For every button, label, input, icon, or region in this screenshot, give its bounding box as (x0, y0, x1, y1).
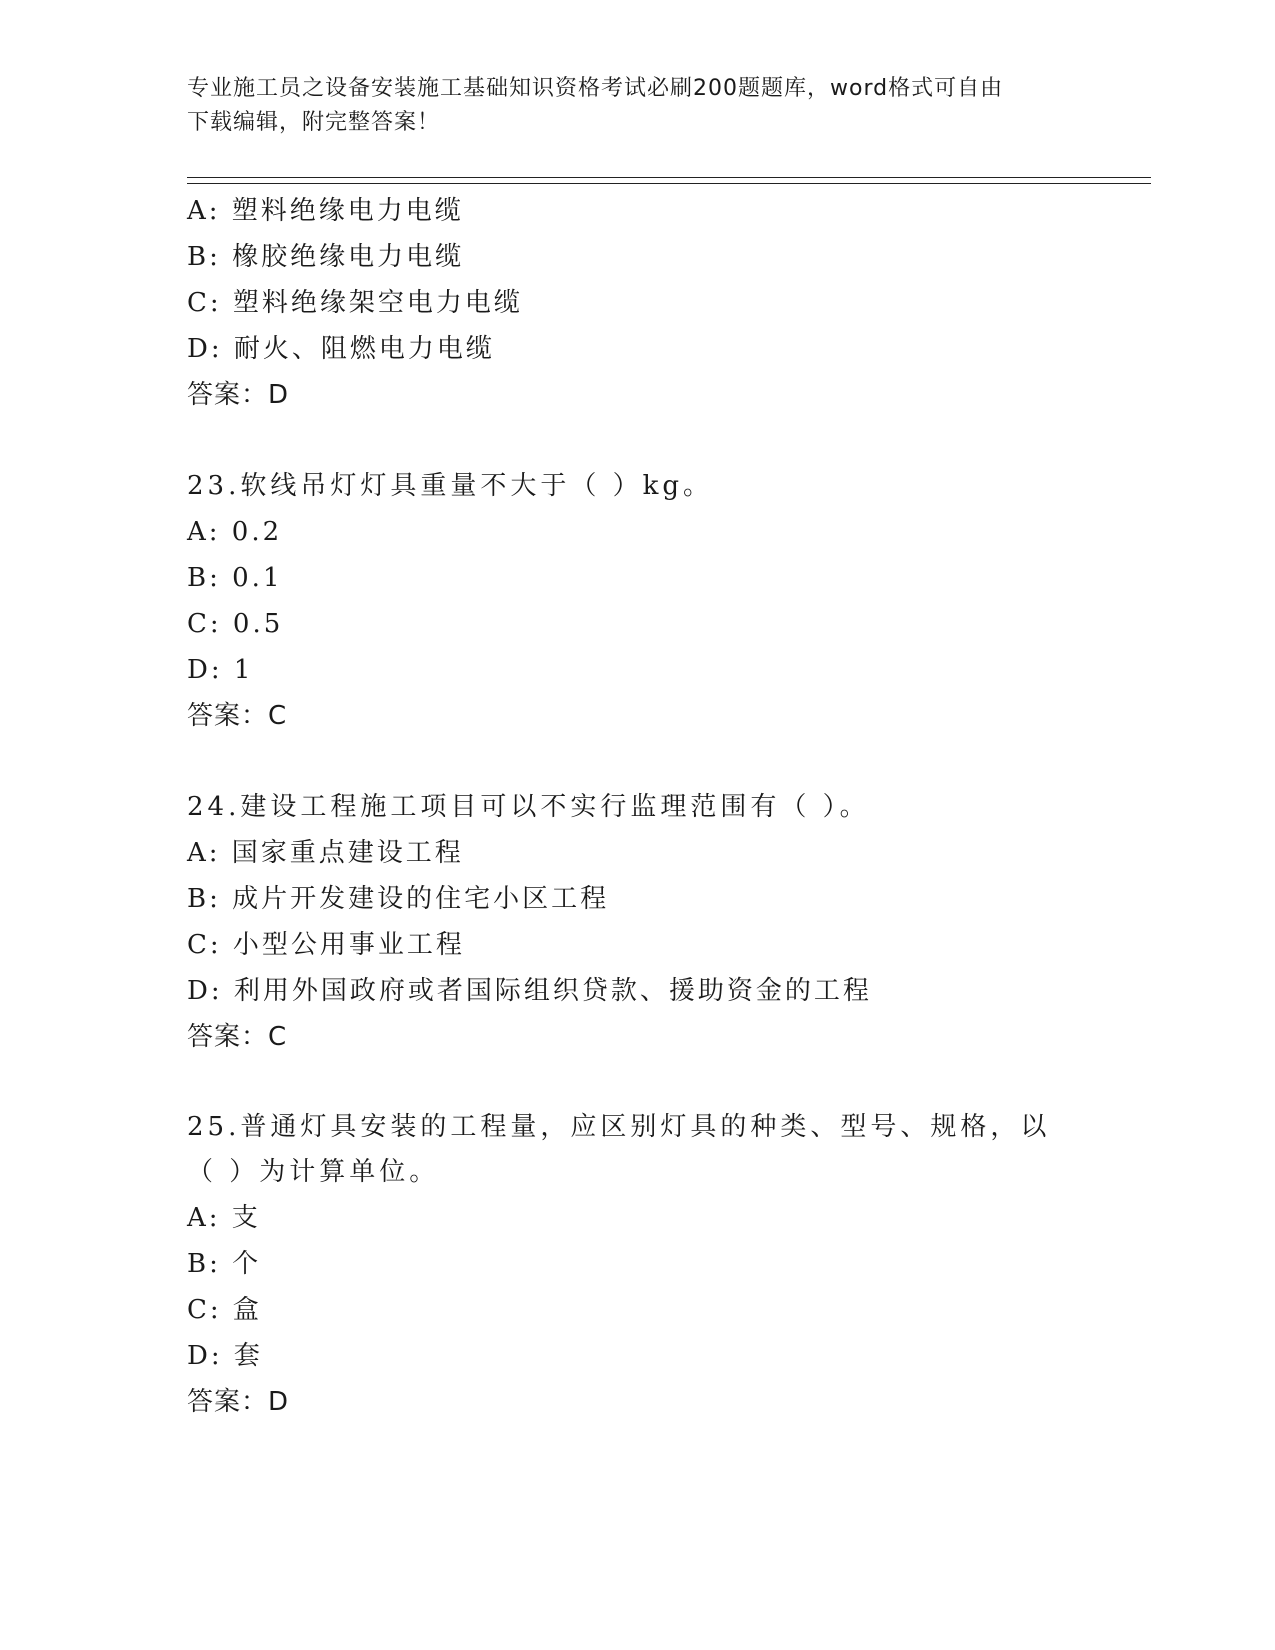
option-d: D: 套 (187, 1341, 263, 1371)
question-block (187, 188, 1147, 418)
question-spacer (187, 418, 1147, 463)
question-spacer (187, 1060, 1147, 1105)
question-stem: 24.建设工程施工项目可以不实行监理范围有（ ）。 (187, 792, 870, 822)
question-block (187, 784, 1147, 1060)
header-divider-top (187, 177, 1151, 178)
option-a: A: 支 (187, 1203, 261, 1233)
answer-line: 答案：D (187, 380, 290, 410)
option-a: A: 0.2 (187, 517, 283, 547)
question-spacer (187, 739, 1147, 784)
option-c: C: 0.5 (187, 609, 284, 639)
option-c: C: 盒 (187, 1295, 262, 1325)
option-d: D: 1 (187, 655, 254, 685)
option-a: A: 国家重点建设工程 (187, 838, 464, 868)
option-d: D: 利用外国政府或者国际组织贷款、援助资金的工程 (187, 976, 872, 1006)
answer-line: 答案：C (187, 701, 288, 731)
question-list (187, 188, 1147, 1425)
answer-line: 答案：D (187, 1387, 290, 1417)
header-title-line-2: 下载编辑，附完整答案！ (187, 110, 441, 135)
question-block (187, 1105, 1147, 1425)
question-block (187, 463, 1147, 739)
option-c: C: 小型公用事业工程 (187, 930, 465, 960)
option-b: B: 0.1 (187, 563, 283, 593)
option-b: B: 橡胶绝缘电力电缆 (187, 242, 465, 272)
option-b: B: 个 (187, 1249, 262, 1279)
document-header (187, 72, 1087, 140)
answer-line: 答案：C (187, 1022, 288, 1052)
question-stem: 23.软线吊灯灯具重量不大于（ ）kg。 (187, 471, 714, 501)
option-a: A: 塑料绝缘电力电缆 (187, 196, 464, 226)
question-stem: 25.普通灯具安装的工程量，应区别灯具的种类、型号、规格，以（ ）为计算单位。 (187, 1112, 1051, 1187)
header-title-line-1: 专业施工员之设备安装施工基础知识资格考试必刷200题题库，word格式可自由 (187, 76, 1004, 101)
option-c: C: 塑料绝缘架空电力电缆 (187, 288, 523, 318)
option-d: D: 耐火、阻燃电力电缆 (187, 334, 495, 364)
header-divider-bottom (187, 183, 1151, 184)
option-b: B: 成片开发建设的住宅小区工程 (187, 884, 610, 914)
